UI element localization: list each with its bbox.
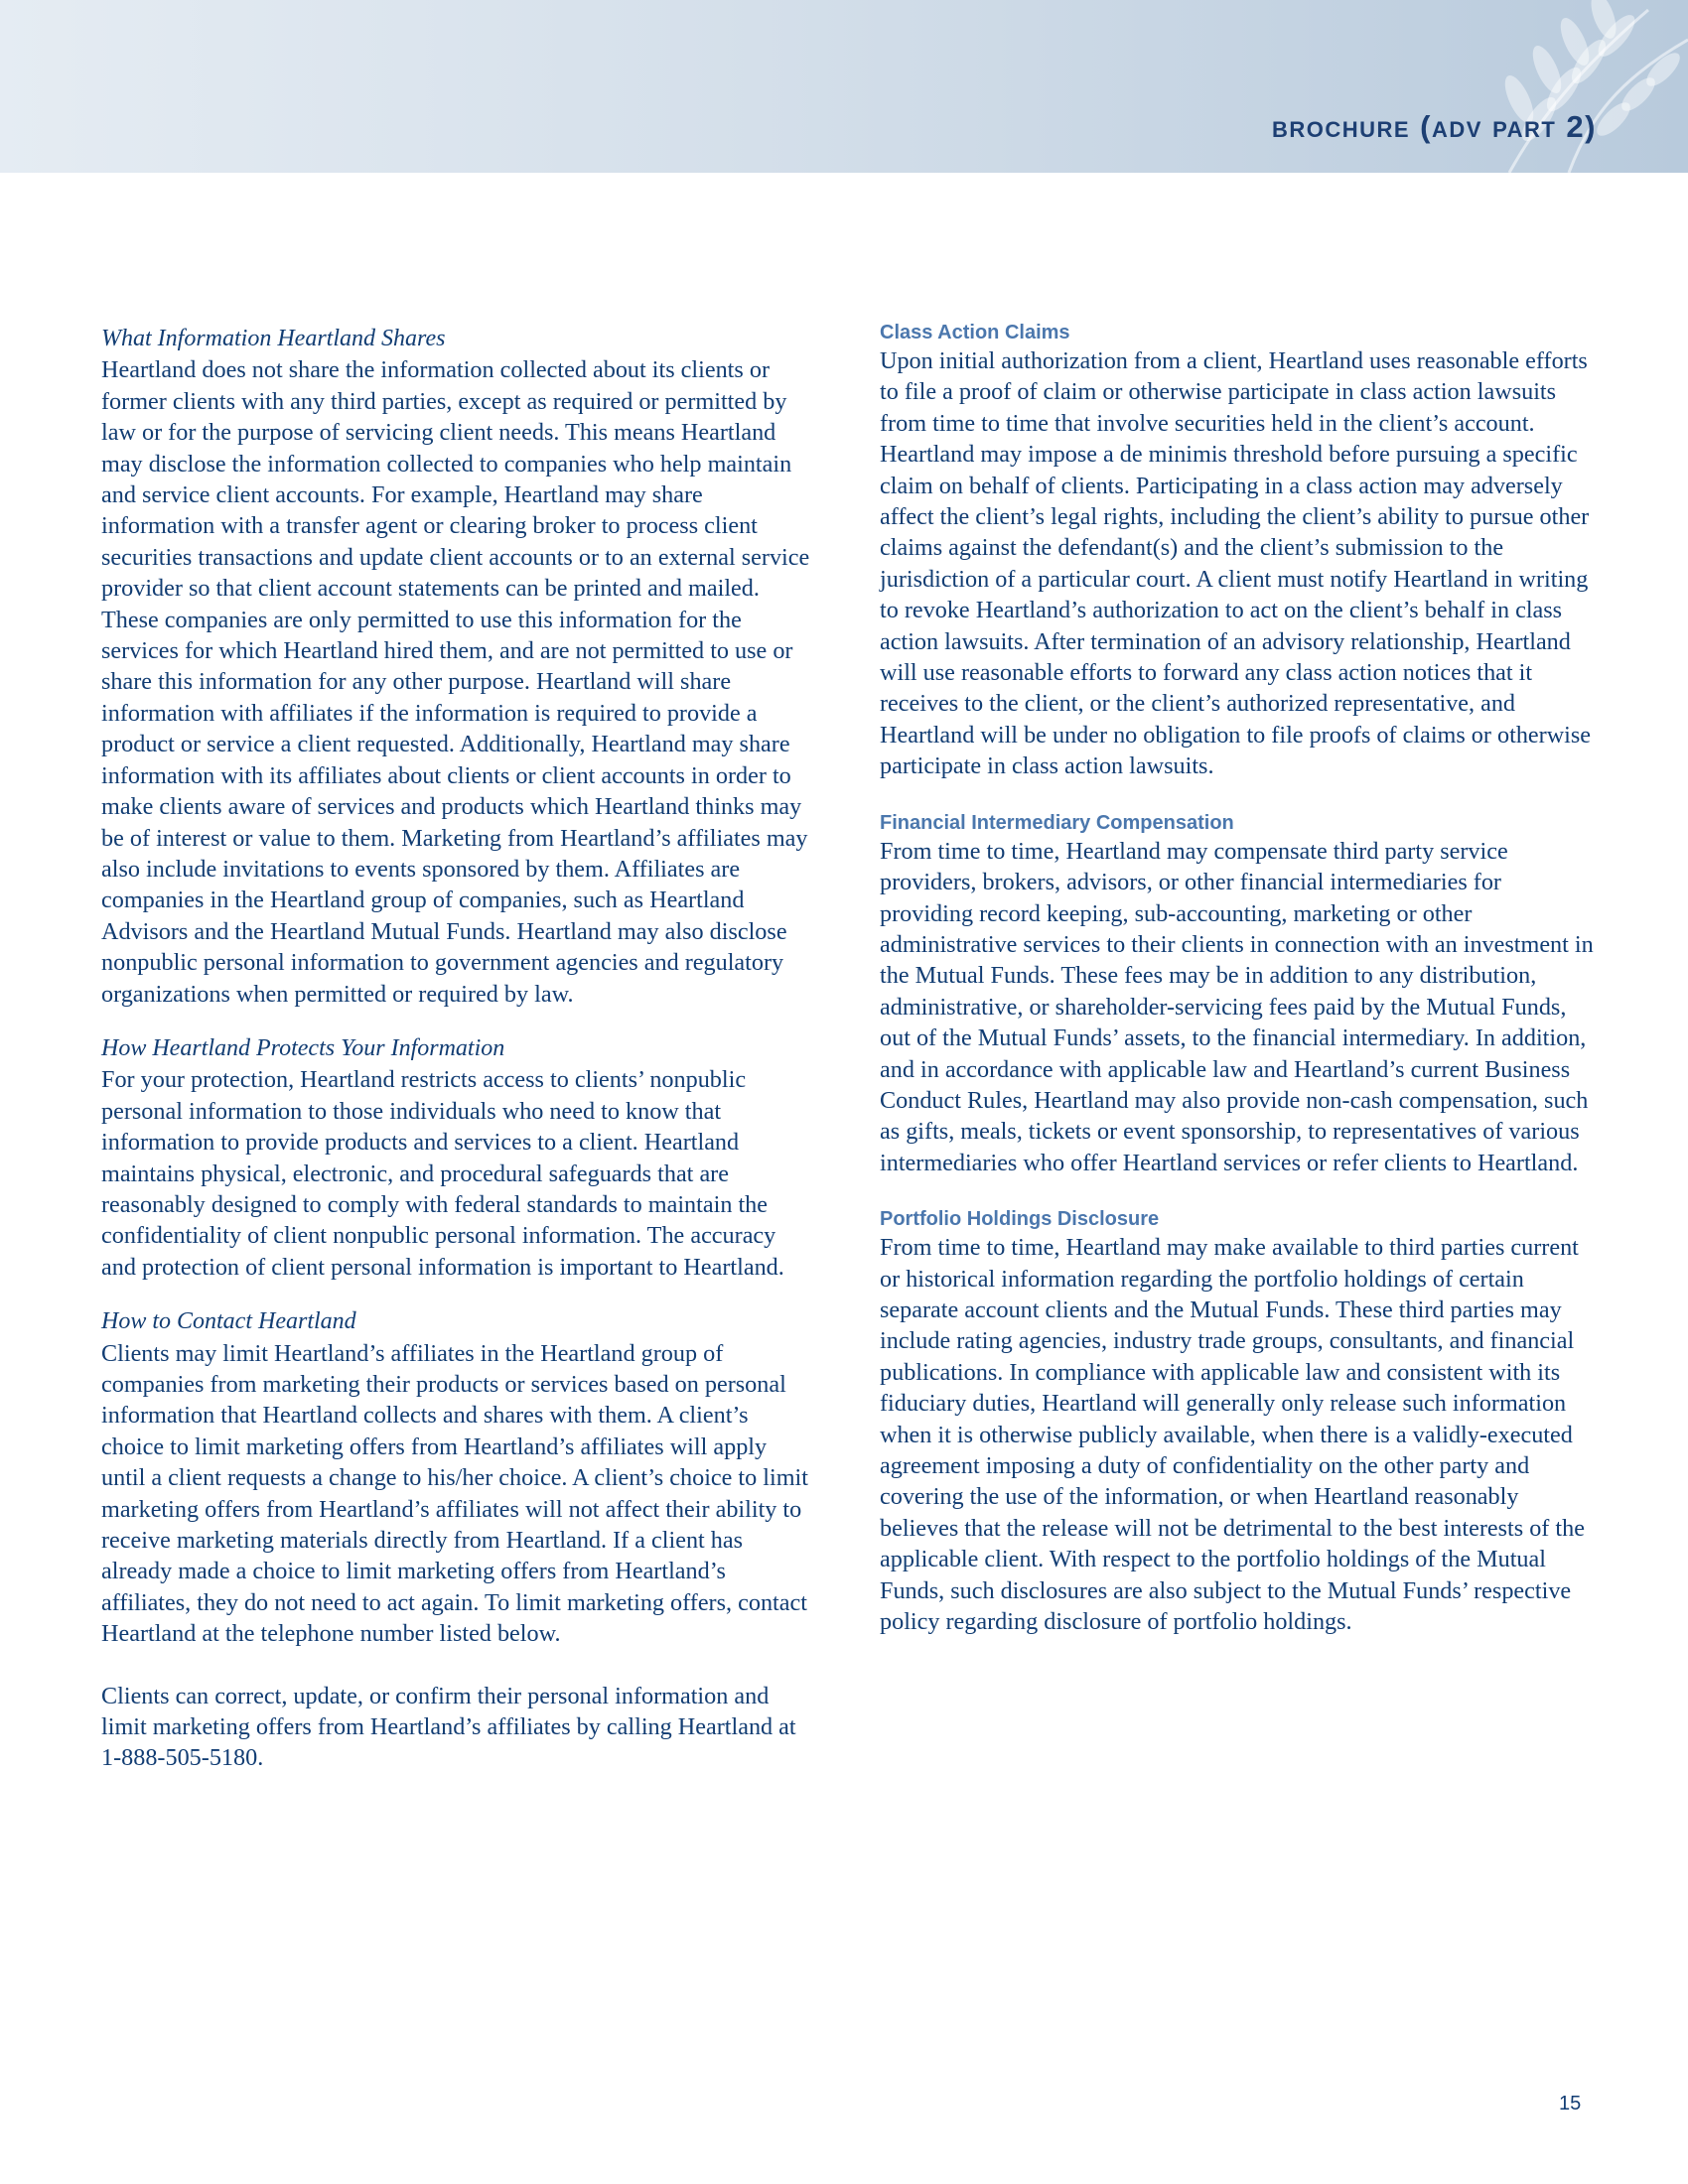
section-what-information-heartland-shares — [101, 324, 816, 1010]
section-paragraph: Heartland does not share the information collected about its clients or former clients with any third parties, except as required or permitted by law or for the purpose of servicing client needs. This means Heartland may disclose the information collected to companies who help maintain and service client accounts. For example, Heartland may share information with a transfer agent or clearing broker to process client securities transactions and update client accounts or to an external service provider so that client account statements can be printed and mailed. These companies are only permitted to use this information for the services for which Heartland hired them, and are not permitted to use or share this information for any other purpose. Heartland will share information with affiliates if the information is required to provide a product or service a client requested. Additionally, Heartland may share information with its affiliates about clients or client accounts in order to make clients aware of services and products which Heartland thinks may be of interest or value to them. Marketing from Heartland’s affiliates may also include invitations to events sponsored by them. Affiliates are companies in the Heartland group of companies, such as Heartland Advisors and the Heartland Mutual Funds. Heartland may also disclose nonpublic personal information to government agencies and regulatory organizations when permitted or required by law. — [101, 356, 810, 1008]
section-financial-intermediary-compensation — [880, 810, 1595, 1178]
left-column — [101, 324, 816, 1798]
section-heading: Portfolio Holdings Disclosure — [880, 1208, 1160, 1231]
section-class-action-claims — [880, 320, 1595, 782]
section-paragraph: Upon initial authorization from a client, Heartland uses reasonable efforts to file a proof of claim or otherwise participate in class action lawsuits from time to time that involve securities held in the client’s account. Heartland may impose a de minimis threshold before pursuing a specific claim on behalf of clients. Participating in a class action may adversely affect the client’s legal rights, including the client’s ability to pursue other claims against the defendant(s) and the client’s submission to the jurisdiction of a particular court. A client must notify Heartland in writing to revoke Heartland’s authorization to act on the client’s behalf in class action lawsuits. After termination of an advisory relationship, Heartland will use reasonable efforts to forward any class action notices that it receives to the client, or the client’s authorized representative, and Heartland will be under no obligation to file proofs of claims or otherwise participate in class action lawsuits. — [880, 347, 1592, 780]
section-paragraph: From time to time, Heartland may make available to third parties current or historical information regarding the portfolio holdings of certain separate account clients and the Mutual Funds. These third parties may include rating agencies, industry trade groups, consultants, and financial publications. In compliance with applicable law and consistent with its fiduciary duties, Heartland will generally only release such information when it is otherwise publicly available, when there is a validly-executed agreement imposing a duty of confidentiality on the other party and covering the use of the information, or when Heartland reasonably believes that the release will not be detrimental to the best interests of the applicable client. With respect to the portfolio holdings of the Mutual Funds, such disclosures are also subject to the Mutual Funds’ respective policy regarding disclosure of portfolio holdings. — [880, 1234, 1585, 1636]
section-heading: What Information Heartland Shares — [101, 326, 446, 351]
section-paragraph: Clients may limit Heartland’s affiliates in the Heartland group of companies from marketing their products or services based on personal information that Heartland collects and shares with them. A client’s choice to limit marketing offers from Heartland’s affiliates will apply until a client requests a change to his/her choice. A client’s choice to limit marketing offers from Heartland’s affiliates will not affect their ability to receive marketing materials directly from Heartland. If a client has already made a choice to limit marketing offers from Heartland’s affiliates, they do not need to act again. To limit marketing offers, contact Heartland at the telephone number listed below. — [101, 1339, 808, 1648]
section-heading: Financial Intermediary Compensation — [880, 811, 1234, 834]
right-column — [880, 320, 1595, 1665]
section-paragraph: For your protection, Heartland restricts access to clients’ nonpublic personal information to those individuals who need to know that information to provide products and services to a client. Heartland maintains physical, electronic, and procedural safeguards that are reasonably designed to comply with federal standards to maintain the confidentiality of client nonpublic personal information. The accuracy and protection of client personal information is important to Heartland. — [101, 1066, 784, 1281]
wheat-watermark-icon — [1390, 0, 1688, 173]
section-how-to-contact-heartland — [101, 1306, 816, 1774]
section-heading: Class Action Claims — [880, 322, 1070, 343]
section-paragraph: From time to time, Heartland may compensate third party service providers, brokers, advisors, or other financial intermediaries for providing record keeping, sub-accounting, marketing or other administrative services to their clients in connection with an investment in the Mutual Funds. These fees may be in addition to any distribution, administrative, or shareholder-servicing fees paid by the Mutual Funds, out of the Mutual Funds’ assets, to the financial intermediary. In addition, and in accordance with applicable law and Heartland’s current Business Conduct Rules, Heartland may also provide non-cash compensation, such as gifts, meals, tickets or event sponsorship, to representatives of various intermediaries who offer Heartland services or refer clients to Heartland. — [880, 837, 1594, 1176]
section-paragraph: Clients can correct, update, or confirm their personal information and limit marketing offers from Heartland’s affiliates by calling Heartland at 1-888-505-5180. — [101, 1682, 796, 1772]
section-heading: How to Contact Heartland — [101, 1308, 356, 1335]
header-band — [0, 0, 1688, 173]
section-how-heartland-protects — [101, 1033, 816, 1283]
page-title: brochure (adv part 2) — [1271, 109, 1597, 144]
page-number: 15 — [1559, 2093, 1582, 2115]
section-portfolio-holdings-disclosure — [880, 1206, 1595, 1637]
section-heading: How Heartland Protects Your Information — [101, 1034, 505, 1061]
